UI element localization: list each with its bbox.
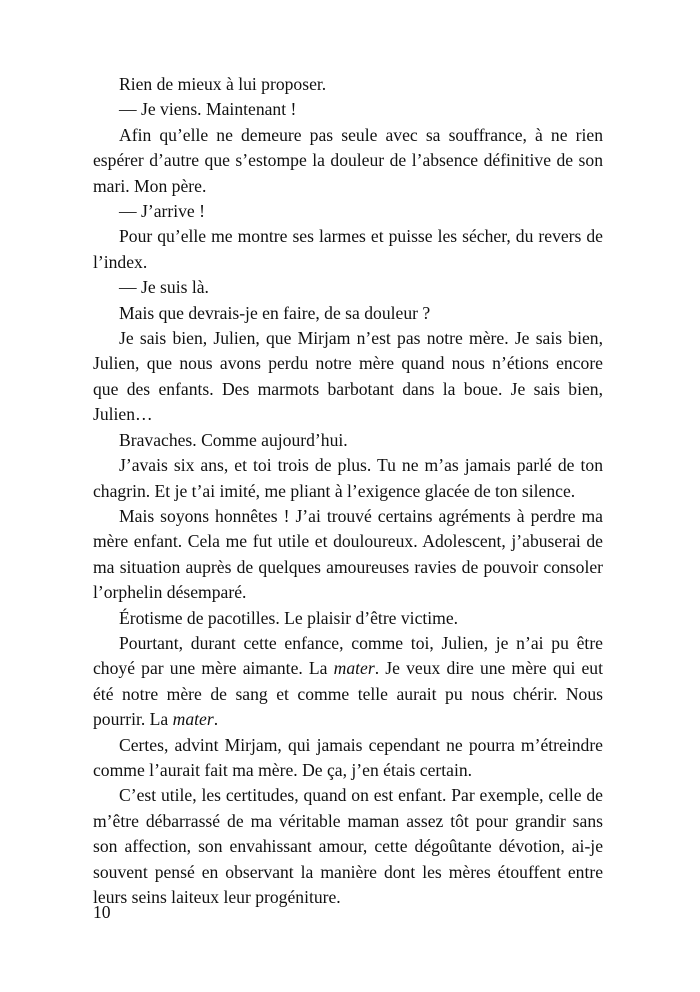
paragraph-13-italic-2: mater — [172, 709, 214, 730]
paragraph-4: — J’arrive ! — [119, 201, 205, 222]
paragraph-3: Afin qu’elle ne demeure pas seule avec sa souffrance, à ne rien espérer d’autre que s’estompe la douleur de l’absence définitive de son mari. Mon père. — [93, 124, 603, 196]
paragraph-14: Certes, advint Mirjam, qui jamais cependant ne pourra m’étreindre comme l’aurait fait ma mère. De ça, j’en étais certain. — [93, 734, 603, 780]
paragraph-10: J’avais six ans, et toi trois de plus. Tu ne m’as jamais parlé de ton chagrin. Et je t’ai imité, me pliant à l’exigence glacée de ton silence. — [93, 455, 603, 501]
paragraph-13-part-a: Pourtant, durant cette enfance, comme toi, Julien, je n’ai pu être choyé par une mère aimante. La — [93, 632, 603, 679]
page-number: 10 — [93, 902, 111, 922]
paragraph-6: — Je suis là. — [119, 277, 209, 298]
paragraph-8: Je sais bien, Julien, que Mirjam n’est pas notre mère. Je sais bien, Julien, que nous avons perdu notre mère quand nous n’étions encore que des enfants. Des marmots barbotant dans la boue. Je sais bien, Julien… — [93, 328, 603, 425]
paragraph-5: Pour qu’elle me montre ses larmes et puisse les sécher, du revers de l’index. — [93, 226, 603, 272]
paragraph-11: Mais soyons honnêtes ! J’ai trouvé certains agréments à perdre ma mère enfant. Cela me fut utile et douloureux. Adolescent, j’abuserai de ma situation auprès de quelques amoureuses ravies de pouvoir consoler l’orphelin désemparé. — [93, 505, 603, 603]
paragraph-12: Érotisme de pacotilles. Le plaisir d’être victime. — [119, 607, 459, 628]
paragraph-15: C’est utile, les certitudes, quand on est enfant. Par exemple, celle de m’être débarrassé de ma véritable maman assez tôt pour grandir sans son affection, son envahissant amour, cette dégoûtante dévotion, ai-je souvent pensé en observant la manière dont les mères étouffent entre leurs seins laiteux leur progéniture. — [93, 785, 603, 907]
paragraph-1: Rien de mieux à lui proposer. — [119, 74, 327, 94]
body-text — [93, 72, 603, 910]
paragraph-9: Bravaches. Comme aujourd’hui. — [119, 429, 348, 450]
paragraph-13-italic-1: mater — [333, 658, 375, 679]
paragraph-7: Mais que devrais-je en faire, de sa douleur ? — [119, 302, 431, 323]
paragraph-2: — Je viens. Maintenant ! — [119, 99, 297, 120]
paragraph-13 — [93, 631, 603, 733]
paragraph-13-part-b: . Je veux dire une mère qui eut été notre mère de sang et comme telle aurait pu nous chérir. Nous pourrir. La — [93, 658, 603, 730]
paragraph-13-part-c: . — [213, 709, 219, 730]
